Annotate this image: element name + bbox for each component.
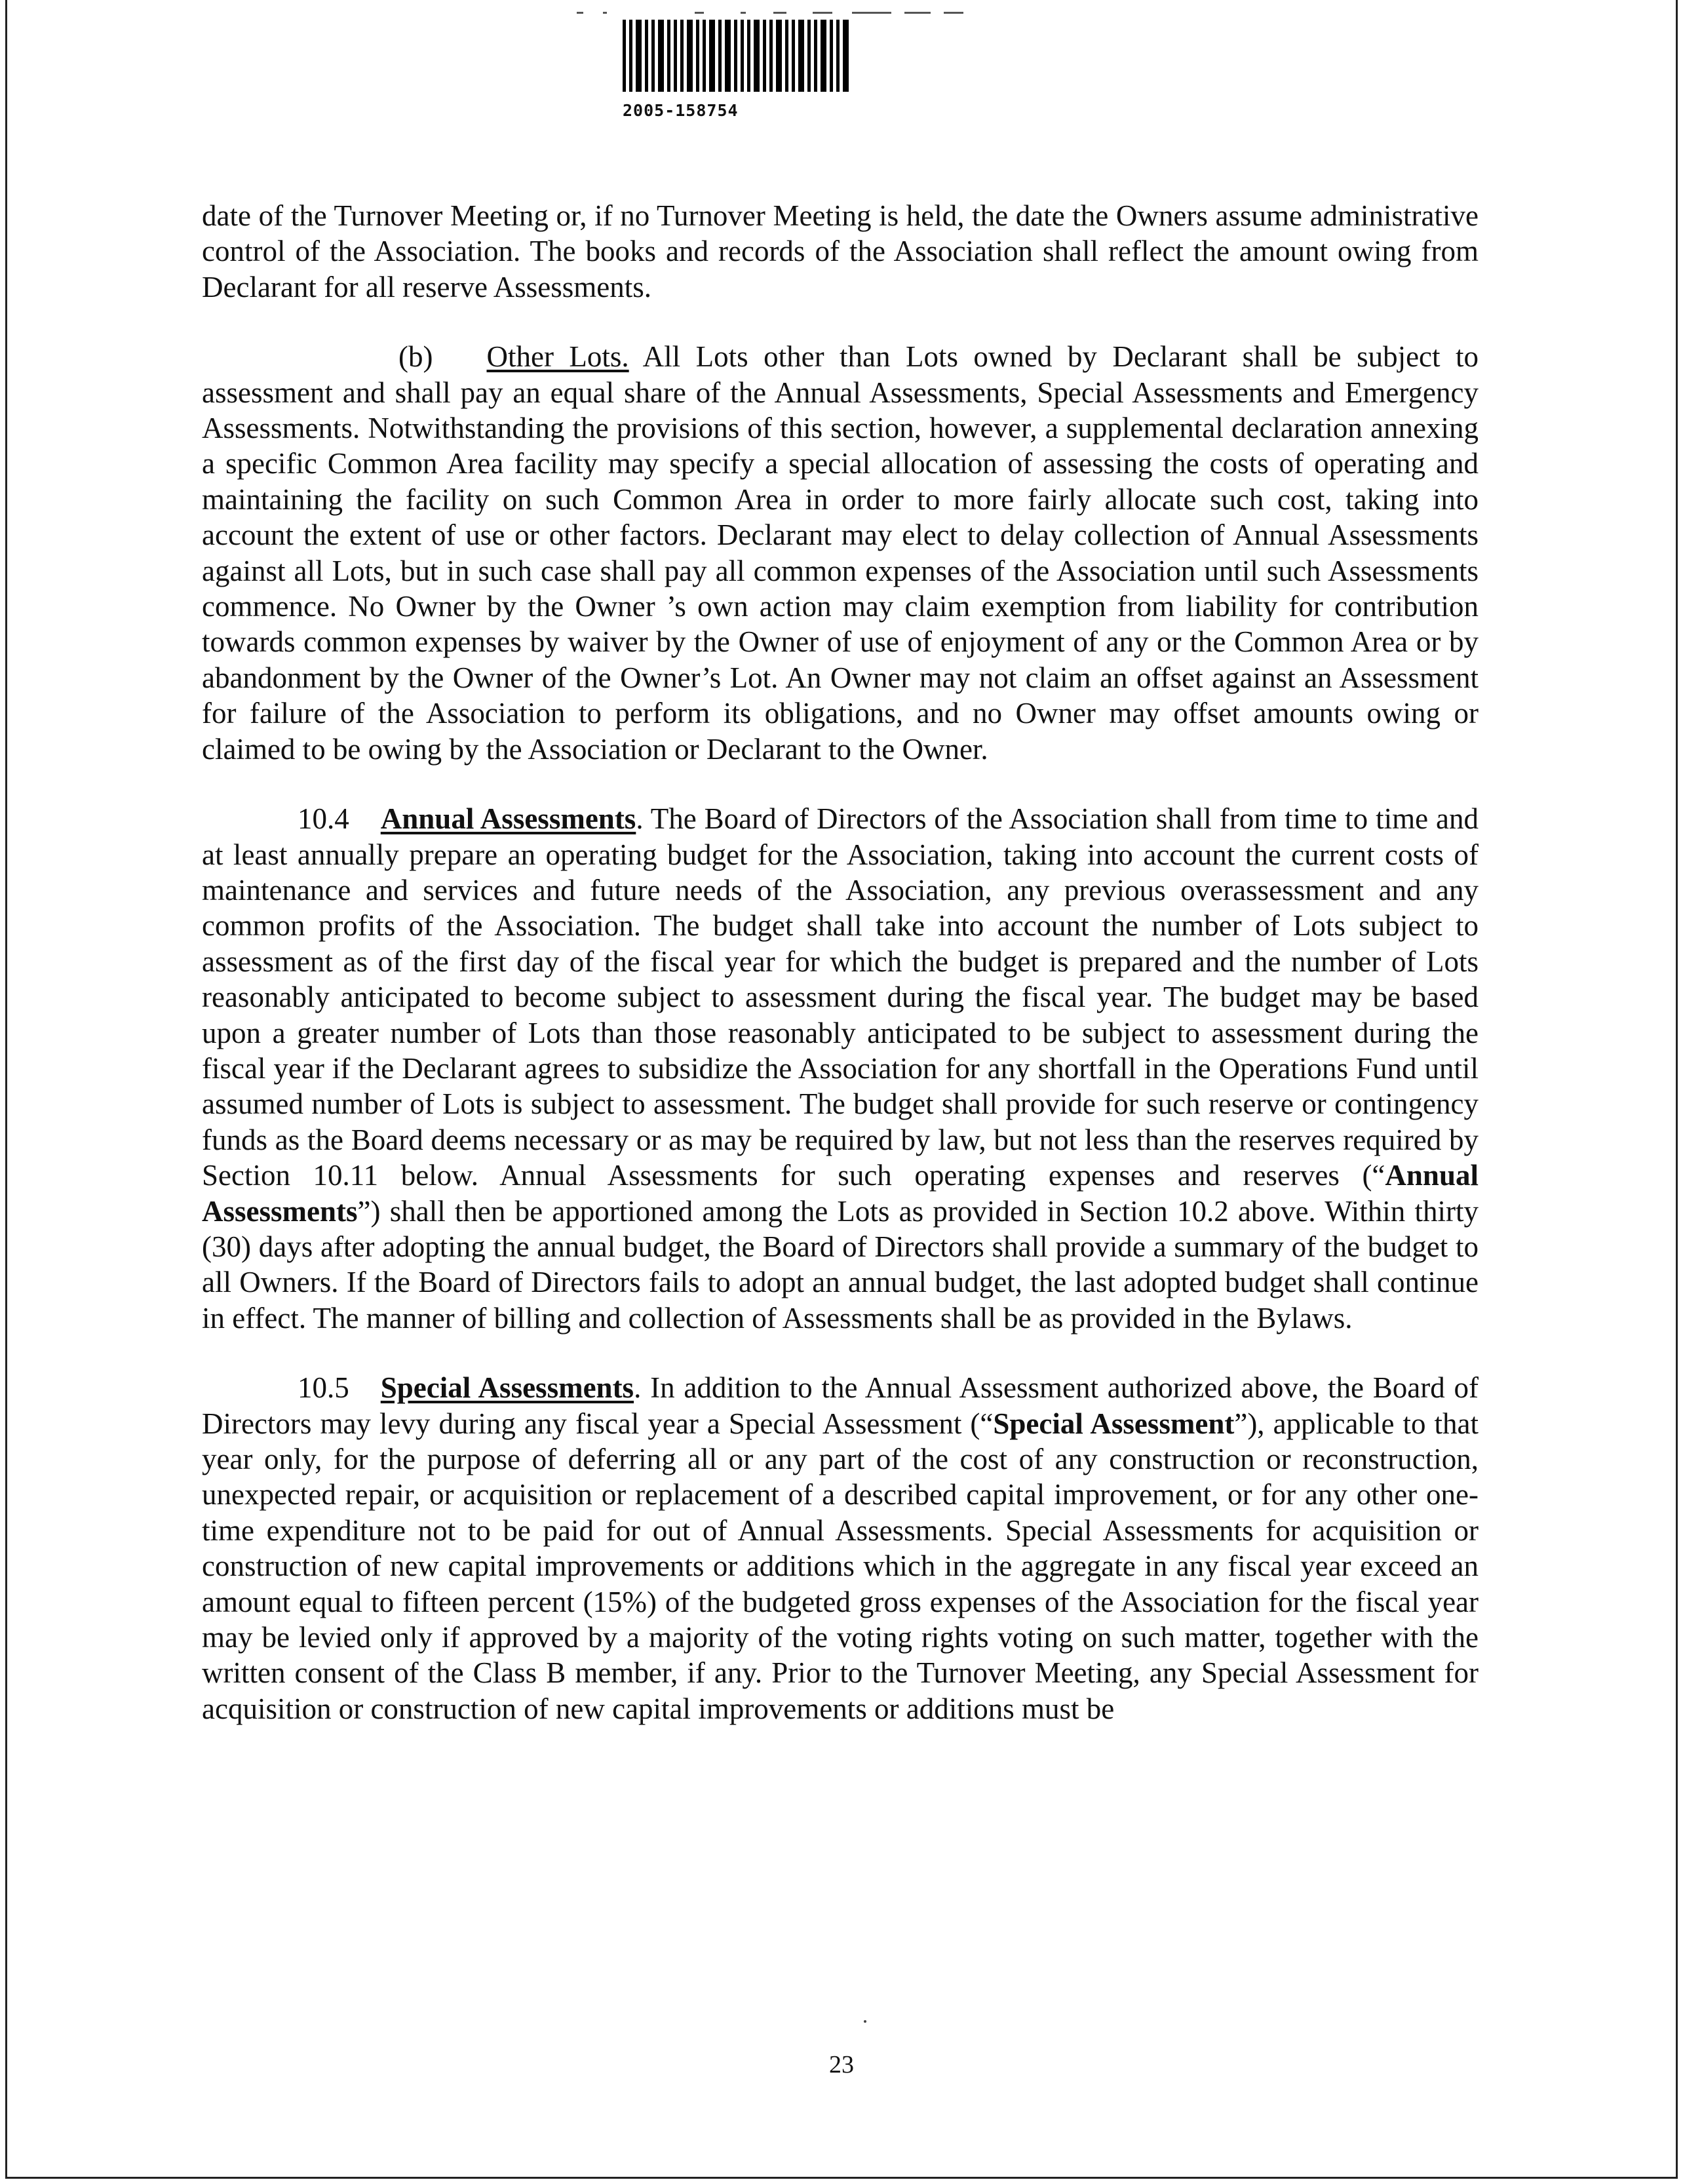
barcode-bar [747,20,750,92]
document-barcode [623,20,937,120]
barcode-bar [725,20,731,92]
stray-mark [864,2020,866,2023]
paragraph-text: . The Board of Directors of the Association shall from time to time and at least annually prepare an operating budget for the Association, taking into account the current costs of maintenance and services and future needs of the Association, any previous overassessment and any common profits of the Association. The budget shall take into account the number of Lots subject to assessment as of the first day of the fiscal year for which the budget is prepared and the number of Lots reasonably anticipated to become subject to assessment during the fiscal year. The budget may be based upon a greater number of Lots than those reasonably anticipated to be subject to assessment during the fiscal year if the Declarant agrees to subsidize the Association for any shortfall in the Operations Fund until assumed number of Lots is subject to assessment. The budget shall provide for such reserve or contingency funds as the Board deems necessary or as may be required by law, but not less than the reserves required by Section 10.11 below. Annual Assessments for such operating expenses and reserves (“ [202,802,1479,1192]
barcode-bar [821,20,826,92]
paragraph-other-lots [202,339,1479,767]
barcode-bar [718,20,722,92]
barcode-bar [680,20,684,92]
barcode-bars [623,20,937,92]
paragraph-continuation [202,198,1479,305]
barcode-bar [798,20,804,92]
subsection-label: (b) [398,340,433,374]
paragraph-text: All Lots other than Lots owned by Declarant shall be subject to assessment and shall pay an equal share of the Annual Assessments, Special Assessments and Emergency Assessments. Notwithstanding the provisions of this section, however, a supplemental declaration annexing a specific Common Area facility may specify a special allocation of assessing the costs of operating and maintaining the facility on such Common Area in order to more fairly allocate such cost, taking into account the extent of use or other factors. Declarant may elect to delay collection of Annual Assessments against all Lots, but in such case shall pay all common expenses of the Association until such Assessments commence. No Owner by the Owner ’s own action may claim exemption from liability for contribution towards common expenses by waiver by the Owner of use of enjoyment of any or the Common Area or by abandonment by the Owner of the Owner’s Lot. An Owner may not claim an offset against an Assessment for failure of the Association to perform its obligations, and no Owner may offset amounts owing or claimed to be owing by the Association or Declarant to the Owner. [202,340,1479,766]
barcode-bar [830,20,833,92]
scan-artifacts [577,12,983,17]
barcode-bar [754,20,760,92]
barcode-bar [807,20,811,92]
barcode-bar [763,20,766,92]
barcode-bar [687,20,693,92]
defined-term: Annual Assessments [202,1159,1479,1228]
barcode-bar [629,20,632,92]
barcode-bar [703,20,706,92]
section-heading: Special Assessments [380,1371,634,1405]
barcode-bar [843,20,849,92]
subsection-heading: Other Lots. [486,340,629,374]
barcode-bar [623,20,626,92]
barcode-bar [776,20,782,92]
barcode-bar [792,20,795,92]
barcode-bar [836,20,840,92]
barcode-bar [636,20,642,92]
paragraph-text: ”), applicable to that year only, for the purpose of deferring all or any part of the cost of any construction or reconstruction, unexpected repair, or acquisition or replacement of a described capital improvement, or for any other one-time expenditure not to be paid for out of Annual Assessments. Special Assessments for acquisition or construction of new capital improvements or additions which in the aggregate in any fiscal year exceed an amount equal to fifteen percent (15%) of the budgeted gross expenses of the Association for the fiscal year may be levied only if approved by a majority of the voting rights voting on such matter, together with the written consent of the Class B member, if any. Prior to the Turnover Meeting, any Special Assessment for acquisition or construction of new capital improvements or additions must be [202,1407,1479,1725]
paragraph-text: date of the Turnover Meeting or, if no Turnover Meeting is held, the date the Owners assume administrative control of the Association. The books and records of the Association shall reflect the amount owing from Declarant for all reserve Assessments. [202,199,1479,303]
document-body [202,198,1479,1761]
barcode-number: 2005-158754 [623,101,739,120]
paragraph-text: . In addition to the Annual Assessment authorized above, the Board of Directors may levy during any fiscal year a Special Assessment (“ [202,1371,1479,1440]
barcode-bar [734,20,737,92]
page-number: 23 [829,2051,854,2078]
section-10-4 [202,801,1479,1336]
section-10-5 [202,1370,1479,1726]
barcode-bar [674,20,677,92]
barcode-bar [651,20,655,92]
defined-term: Special Assessment [993,1407,1235,1440]
barcode-bar [769,20,773,92]
barcode-bar [741,20,744,92]
paragraph-text: ”) shall then be apportioned among the Lots as provided in Section 10.2 above. Within thirty (30) days after adopting the annual budget, the Board of Directors shall provide a summary of the budget to all Owners. If the Board of Directors fails to adopt an annual budget, the last adopted budget shall continue in effect. The manner of billing and collection of Assessments shall be as provided in the Bylaws. [202,1194,1479,1335]
barcode-bar [658,20,664,92]
section-number: 10.5 [298,1371,349,1405]
barcode-bar [645,20,648,92]
barcode-bar [667,20,670,92]
section-heading: Annual Assessments [380,802,636,836]
barcode-bar [709,20,715,92]
barcode-bar [785,20,788,92]
section-number: 10.4 [298,802,349,836]
barcode-bar [696,20,699,92]
barcode-bar [814,20,817,92]
